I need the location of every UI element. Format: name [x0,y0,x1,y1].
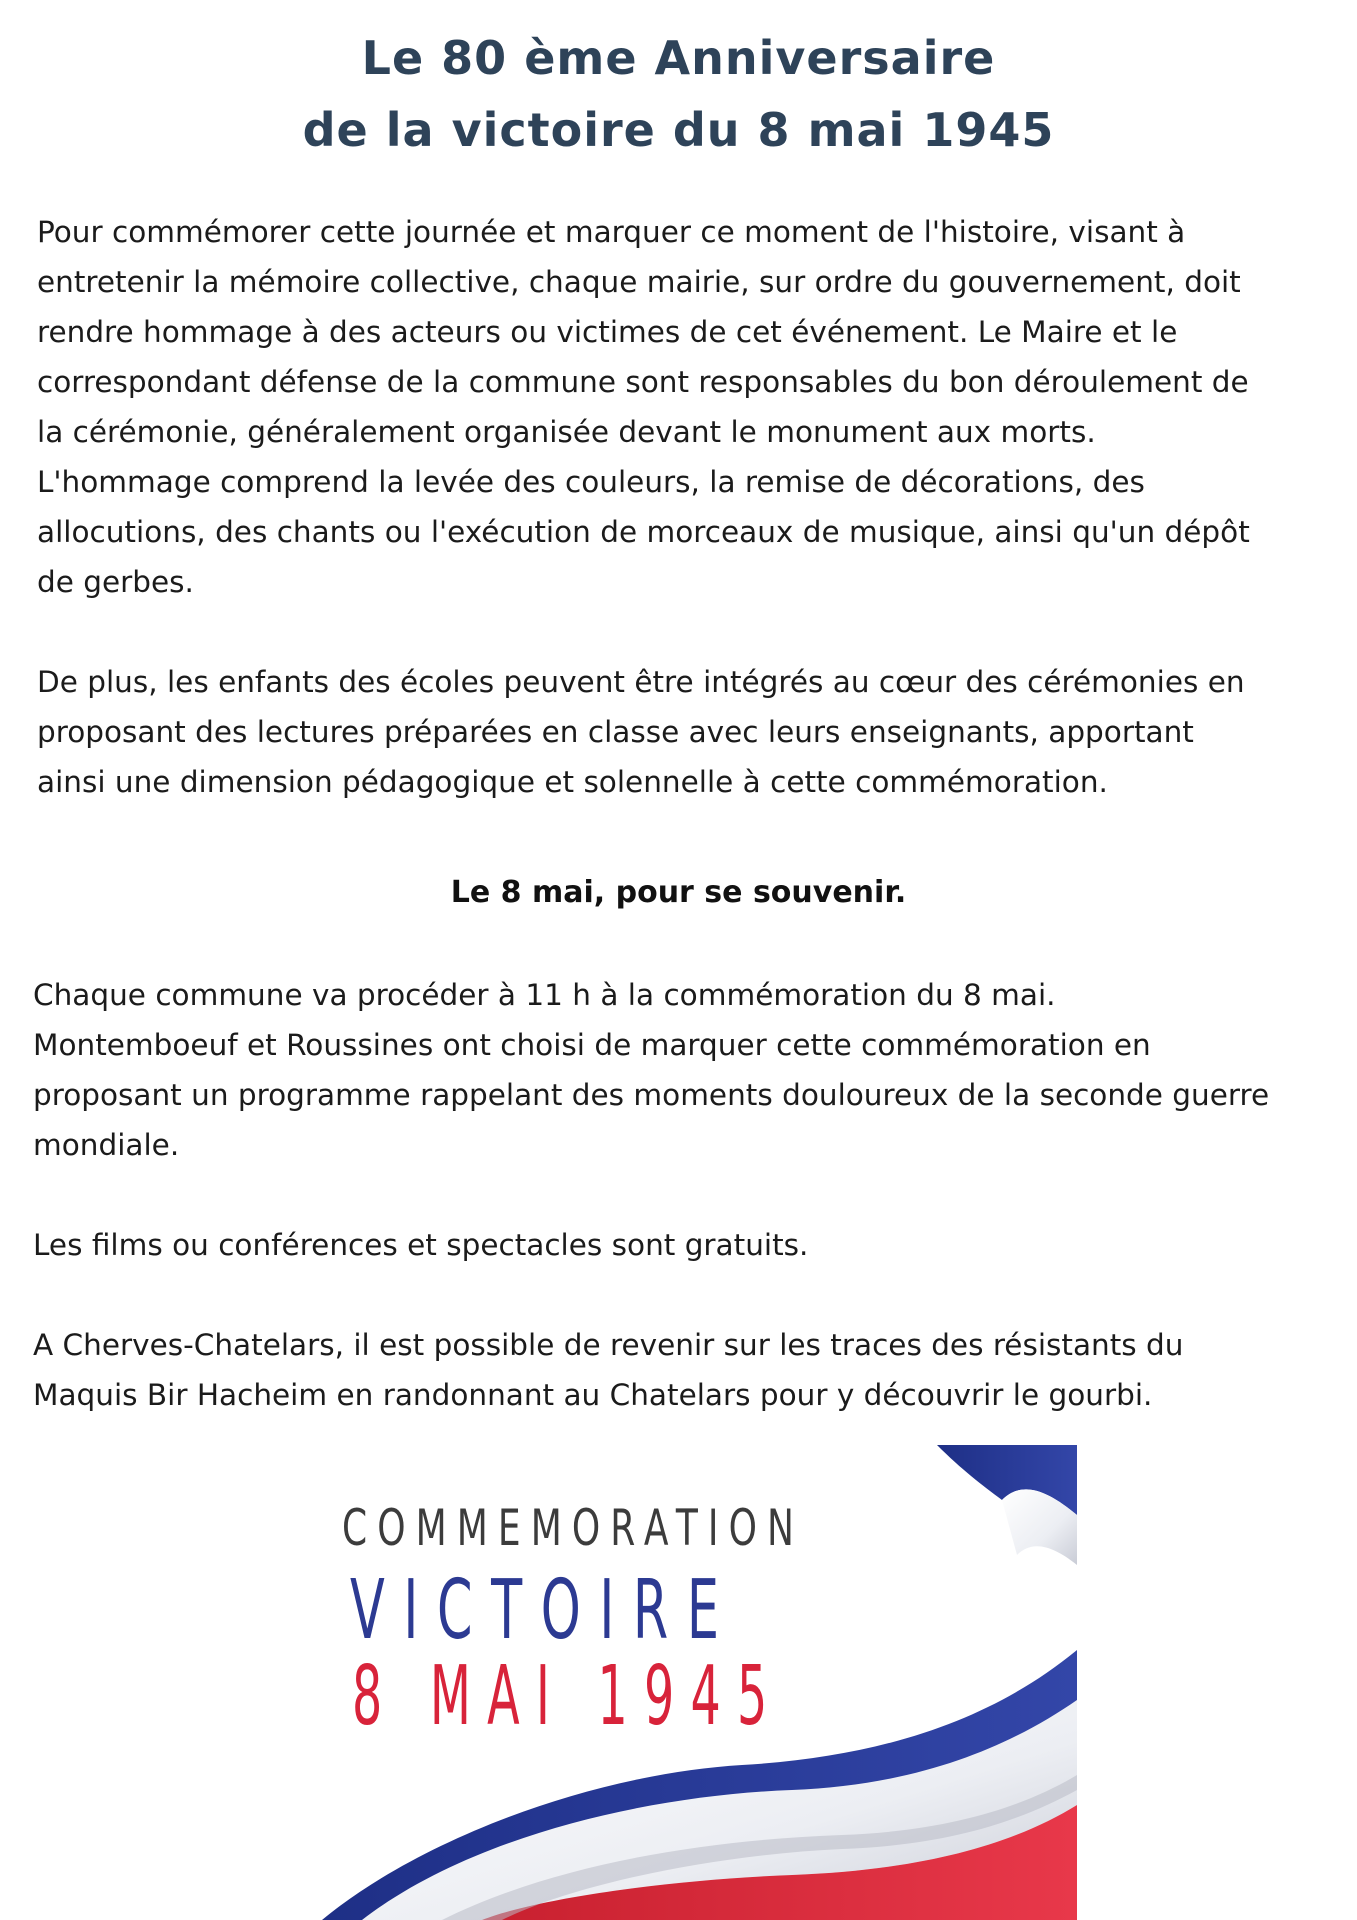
banner-line-victoire: VICTOIRE [350,1563,738,1658]
text-line: De plus, les enfants des écoles peuvent être intégrés au cœur des cérémonies en [37,665,1245,699]
page-title-line-1: Le 80 ème Anniversaire [361,31,996,85]
text-line: proposant un programme rappelant des moments douloureux de la seconde guerre [33,1078,1270,1112]
text-line: allocutions, des chants ou l'exécution de morceaux de musique, ainsi qu'un dépôt [37,515,1250,549]
text-line: mondiale. [33,1128,180,1162]
text-line: rendre hommage à des acteurs ou victimes de cet événement. Le Maire et le [37,315,1178,349]
text-line: entretenir la mémoire collective, chaque mairie, sur ordre du gouvernement, doit [37,265,1241,299]
text-line: correspondant défense de la commune sont responsables du bon déroulement de [37,365,1249,399]
text-line: L'hommage comprend la levée des couleurs, la remise de décorations, des [37,465,1145,499]
cherves-paragraph [33,1320,1183,1420]
text-line: Pour commémorer cette journée et marquer ce moment de l'histoire, visant à [37,215,1186,249]
text-line: A Cherves-Chatelars, il est possible de revenir sur les traces des résistants du [33,1328,1184,1362]
text-line: de gerbes. [37,565,194,599]
commemoration-banner-image [322,1445,1077,1920]
text-line: ainsi une dimension pédagogique et solennelle à cette commémoration. [37,765,1108,799]
page-title-line-2: de la victoire du 8 mai 1945 [302,103,1055,157]
program-paragraph [33,970,1269,1170]
text-line: proposant des lectures préparées en classe avec leurs enseignants, apportant [37,715,1194,749]
free-events-paragraph [33,1220,808,1270]
banner-line-date: 8 MAI 1945 [352,1649,784,1744]
text-line: Chaque commune va procéder à 11 h à la commémoration du 8 mai. [33,978,1056,1012]
schools-paragraph [37,657,1245,807]
section-subtitle: Le 8 mai, pour se souvenir. [450,875,907,910]
text-line: Montemboeuf et Roussines ont choisi de marquer cette commémoration en [33,1028,1151,1062]
text-line: Les films ou conférences et spectacles sont gratuits. [33,1228,809,1262]
intro-paragraph [37,207,1250,607]
banner-line-commemoration: COMMEMORATION [342,1499,805,1557]
text-line: la cérémonie, généralement organisée devant le monument aux morts. [37,415,1096,449]
text-line: Maquis Bir Hacheim en randonnant au Chatelars pour y découvrir le gourbi. [33,1378,1153,1412]
